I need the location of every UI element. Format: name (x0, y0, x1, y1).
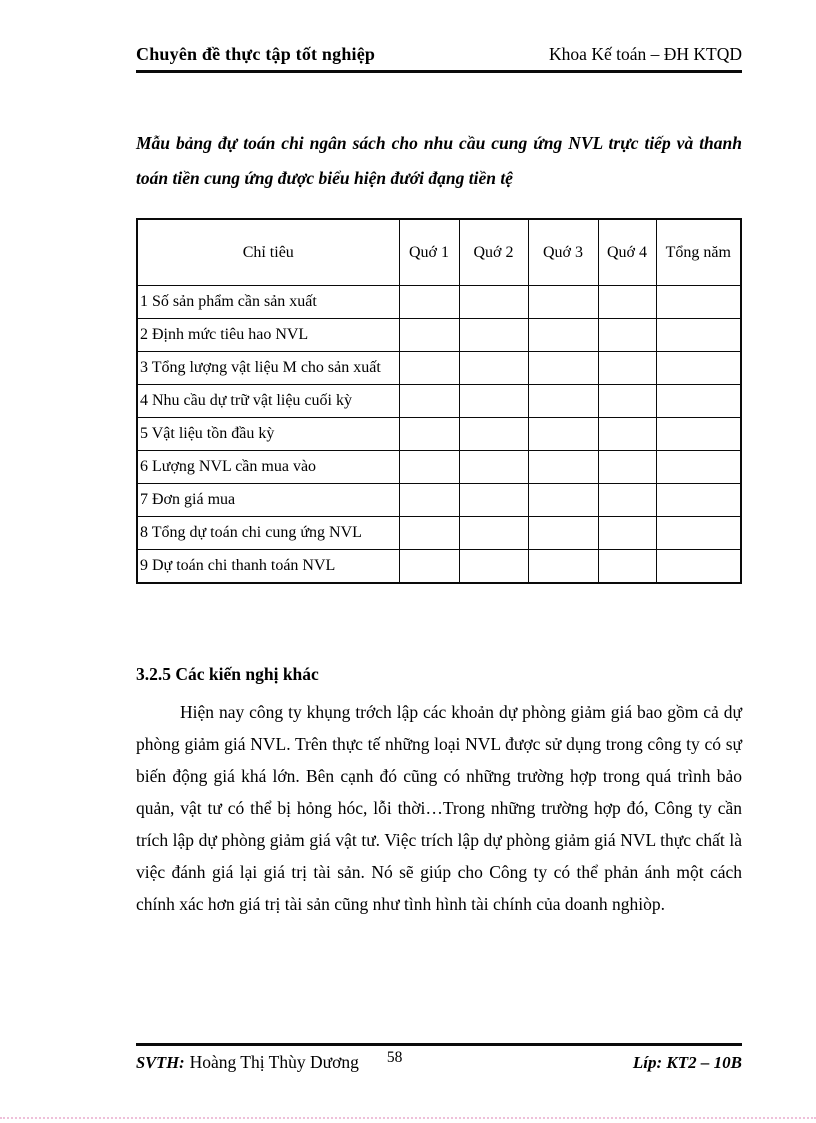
table-cell (528, 516, 598, 549)
table-cell (598, 384, 656, 417)
row-label: 6 Lượng NVL cần mua vào (137, 450, 399, 483)
table-cell (399, 351, 459, 384)
row-label: 2 Định mức tiêu hao NVL (137, 318, 399, 351)
table-cell (656, 549, 741, 583)
table-cell (399, 318, 459, 351)
table-caption: Mẫu bảng đự toán chi ngân sách cho nhu cầu cung ứng NVL trực tiếp và thanh toán tiền cung ứng được biểu hiện đưới đạng tiền tệ (136, 133, 742, 188)
table-row (137, 318, 741, 351)
footer-class-label: Líp: KT2 – 10B (632, 1053, 742, 1072)
table-cell (598, 483, 656, 516)
table-cell (399, 483, 459, 516)
table-row (137, 549, 741, 583)
table-cell (656, 483, 741, 516)
col-header-quarter-1: Quớ 1 (399, 219, 459, 285)
header-faculty: Khoa Kế toán – ĐH KTQD (549, 44, 742, 64)
table-cell (528, 483, 598, 516)
table-cell (656, 285, 741, 318)
col-header-quarter-2: Quớ 2 (459, 219, 528, 285)
table-cell (656, 450, 741, 483)
row-label: 1 Số sản phẩm cần sản xuất (137, 285, 399, 318)
table-cell (399, 516, 459, 549)
budget-table-container (136, 218, 742, 584)
table-cell (528, 285, 598, 318)
table-row (137, 516, 741, 549)
page-header (136, 44, 742, 73)
row-label: 4 Nhu cầu dự trữ vật liệu cuối kỳ (137, 384, 399, 417)
section-heading: 3.2.5 Các kiến nghị khác (136, 664, 319, 684)
table-cell (459, 318, 528, 351)
table-cell (598, 450, 656, 483)
footer-author-name: Hoàng Thị Thùy Dương (189, 1052, 359, 1072)
table-cell (459, 483, 528, 516)
row-label: 9 Dự toán chi thanh toán NVL (137, 549, 399, 583)
footer-page-number: 58 (386, 1049, 403, 1066)
table-cell (459, 450, 528, 483)
table-cell (459, 351, 528, 384)
table-cell (528, 417, 598, 450)
table-cell (459, 285, 528, 318)
header-title: Chuyên đề thực tập tốt nghiệp (136, 44, 376, 64)
table-cell (598, 351, 656, 384)
table-cell (459, 549, 528, 583)
footer-author-label: SVTH: (136, 1053, 185, 1072)
table-cell (528, 351, 598, 384)
table-cell (656, 384, 741, 417)
table-row (137, 417, 741, 450)
page-footer (136, 1043, 742, 1073)
col-header-chi-tieu: Chỉ tiêu (137, 219, 399, 285)
table-cell (656, 417, 741, 450)
table-cell (656, 516, 741, 549)
table-cell (459, 384, 528, 417)
table-cell (656, 351, 741, 384)
col-header-quarter-3: Quớ 3 (528, 219, 598, 285)
page-boundary-marker (0, 1117, 816, 1119)
table-cell (528, 318, 598, 351)
table-row (137, 351, 741, 384)
col-header-quarter-4: Quớ 4 (598, 219, 656, 285)
table-cell (399, 285, 459, 318)
table-row (137, 384, 741, 417)
table-row (137, 285, 741, 318)
row-label: 3 Tổng lượng vật liệu M cho sản xuất (137, 351, 399, 384)
table-header-row (137, 219, 741, 285)
table-row (137, 450, 741, 483)
table-cell (399, 384, 459, 417)
table-row (137, 483, 741, 516)
row-label: 7 Đơn giá mua (137, 483, 399, 516)
page-header-rule (136, 44, 742, 73)
table-cell (399, 417, 459, 450)
table-cell (598, 417, 656, 450)
table-cell (399, 450, 459, 483)
row-label: 5 Vật liệu tồn đầu kỳ (137, 417, 399, 450)
table-cell (459, 417, 528, 450)
table-cell (598, 285, 656, 318)
table-cell (459, 516, 528, 549)
table-cell (656, 318, 741, 351)
col-header-total-year: Tổng năm (656, 219, 741, 285)
table-cell (528, 549, 598, 583)
section-paragraph: Hiện nay công ty khụng trớch lập các khoản dự phòng giảm giá bao gồm cả dự phòng giảm giá NVL. Trên thực tế những loại NVL được sử dụng trong công ty có sự biến động giá khá lớn. Bên cạnh đó cũng có những trường hợp trong quá trình bảo quản, vật tư có thể bị hỏng hóc, lỗi thời…Trong những trường hợp đó, Công ty cần trích lập dự phòng giảm giá vật tư. Việc trích lập dự phòng giảm giá NVL thực chất là việc đánh giá lại giá trị tài sản. Nó sẽ giúp cho Công ty có thể phản ánh một cách chính xác hơn giá trị tài sản cũng như tình hình tài chính của doanh nghiòp. (136, 702, 742, 914)
table-cell (598, 549, 656, 583)
table-cell (598, 318, 656, 351)
budget-table (136, 218, 742, 584)
row-label: 8 Tổng dự toán chi cung ứng NVL (137, 516, 399, 549)
table-cell (528, 384, 598, 417)
table-cell (528, 450, 598, 483)
table-cell (399, 549, 459, 583)
table-cell (598, 516, 656, 549)
